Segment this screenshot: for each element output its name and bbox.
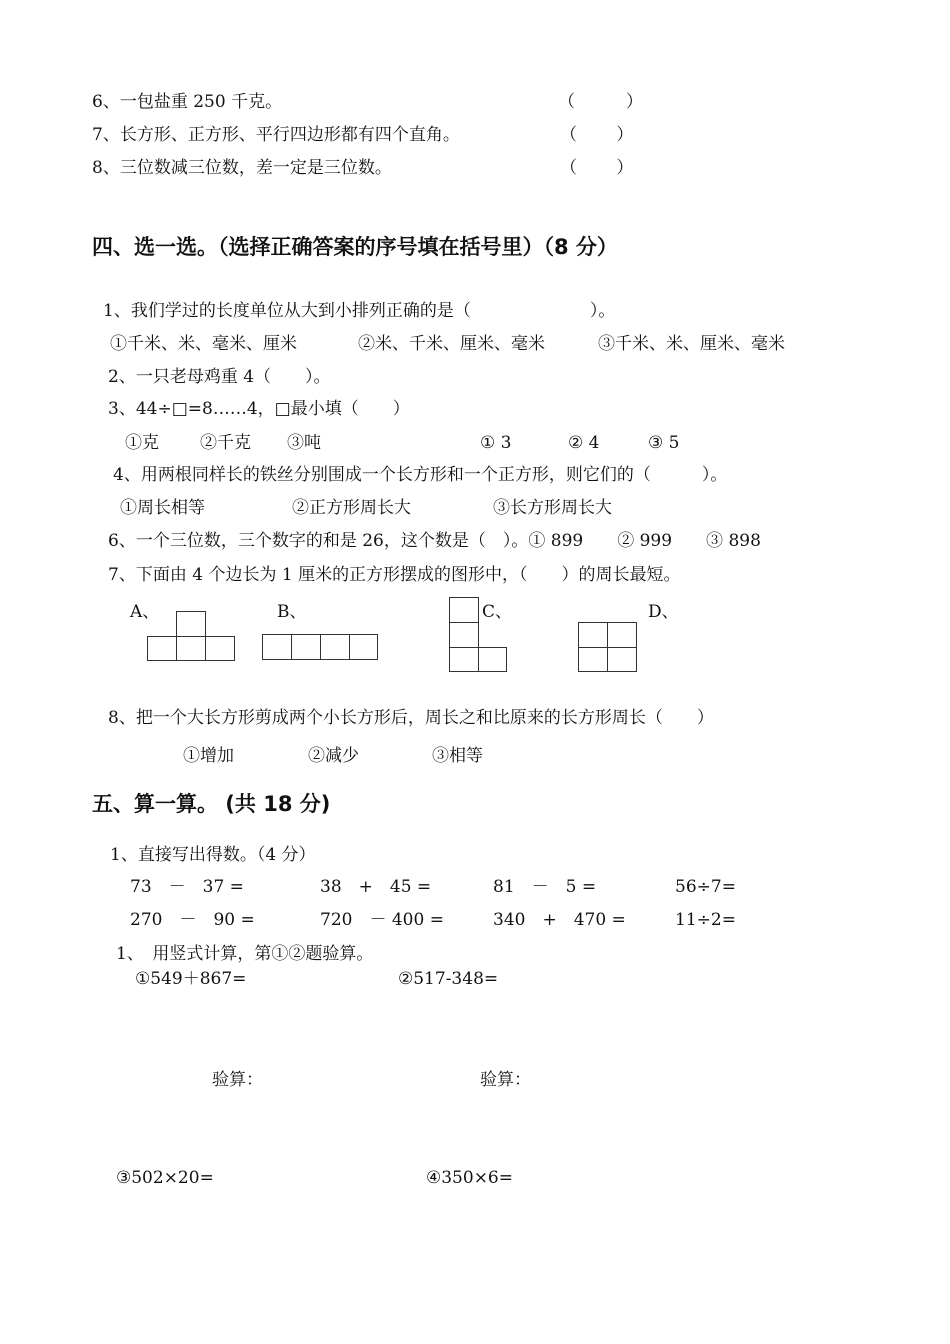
figure-a-cell [176, 611, 206, 637]
s4-q4-option-2: ②正方形周长大 [292, 498, 411, 518]
judge-q7-answer-paren[interactable]: （ ） [560, 125, 634, 145]
vertical-calc-1: ①549＋867= [135, 969, 247, 989]
calc-r2-c4: 11÷2= [675, 910, 736, 930]
s4-q4-option-1: ①周长相等 [120, 498, 205, 518]
judge-q6-text: 6、一包盐重 250 千克。 [92, 92, 283, 112]
s4-q2-option-3: ③吨 [287, 433, 321, 453]
figure-c-cell [478, 647, 507, 672]
figure-c-cell [449, 597, 479, 623]
s4-q1-text: 1、我们学过的长度单位从大到小排列正确的是（ ）。 [103, 301, 616, 321]
figure-c-cell [449, 622, 479, 648]
figure-d-cell [607, 647, 637, 672]
figure-d-cell [578, 622, 608, 648]
s4-q2-option-2: ②千克 [200, 433, 251, 453]
s4-q3-option-1: ① 3 [480, 433, 512, 453]
s4-q1-option-2: ②米、千米、厘米、毫米 [358, 334, 545, 354]
s4-q4-text: 4、用两根同样长的铁丝分别围成一个长方形和一个正方形，则它们的（ ）。 [113, 465, 728, 485]
figure-b-cell [349, 634, 378, 660]
figure-c-cell [449, 647, 479, 672]
s4-q3-option-2: ② 4 [568, 433, 600, 453]
section5-title: 五、算一算。 (共 18 分) [92, 792, 331, 816]
s5-sub2: 1、 用竖式计算，第①②题验算。 [116, 944, 374, 964]
check-label-1: 验算： [212, 1070, 263, 1090]
calc-r2-c3: 340 + 470 = [493, 910, 626, 930]
s4-q8-option-1: ①增加 [183, 746, 234, 766]
figure-b-cell [320, 634, 350, 660]
s4-q1-option-3: ③千米、米、厘米、毫米 [598, 334, 785, 354]
s4-q2-option-1: ①克 [125, 433, 159, 453]
calc-r1-c4: 56÷7= [675, 877, 736, 897]
s5-sub1: 1、直接写出得数。（4 分） [110, 845, 316, 865]
calc-r1-c3: 81 － 5 = [493, 877, 597, 897]
s4-q8-option-3: ③相等 [432, 746, 483, 766]
figure-d-cell [578, 647, 608, 672]
figure-b-cell [262, 634, 292, 660]
figure-b-cell [291, 634, 321, 660]
calc-r2-c1: 270 － 90 = [130, 910, 255, 930]
s4-q3-option-3: ③ 5 [648, 433, 680, 453]
figure-c-label: C、 [482, 602, 513, 622]
s4-q6-text: 6、一个三位数，三个数字的和是 26，这个数是（ ）。① 899 ② 999 ③ 898 [108, 531, 761, 551]
figure-a-cell [147, 636, 177, 661]
figure-d-label: D、 [648, 602, 679, 622]
s4-q2-text: 2、一只老母鸡重 4（ ）。 [108, 367, 331, 387]
calc-r1-c1: 73 － 37 = [130, 877, 244, 897]
calc-r2-c2: 720 － 400 = [320, 910, 444, 930]
section4-title: 四、选一选。（选择正确答案的序号填在括号里）（8 分） [92, 235, 618, 259]
s4-q7-text: 7、下面由 4 个边长为 1 厘米的正方形摆成的图形中，（ ）的周长最短。 [108, 565, 681, 585]
vertical-calc-4: ④350×6= [426, 1168, 513, 1188]
vertical-calc-2: ②517-348= [398, 969, 499, 989]
vertical-calc-3: ③502×20= [116, 1168, 214, 1188]
s4-q3-text: 3、44÷□=8……4，□最小填（ ） [108, 399, 410, 419]
figure-a-cell [205, 636, 235, 661]
figure-d-cell [607, 622, 637, 648]
judge-q7-text: 7、长方形、正方形、平行四边形都有四个直角。 [92, 125, 460, 145]
calc-r1-c2: 38 + 45 = [320, 877, 432, 897]
s4-q8-text: 8、把一个大长方形剪成两个小长方形后，周长之和比原来的长方形周长（ ） [108, 708, 714, 728]
figure-b-label: B、 [277, 602, 307, 622]
s4-q4-option-3: ③长方形周长大 [493, 498, 612, 518]
judge-q6-answer-paren[interactable]: （ ） [558, 92, 643, 112]
judge-q8-answer-paren[interactable]: （ ） [560, 158, 634, 178]
figure-a-label: A、 [130, 602, 160, 622]
figure-a-cell [176, 636, 206, 661]
s4-q8-option-2: ②减少 [308, 746, 359, 766]
check-label-2: 验算： [480, 1070, 531, 1090]
judge-q8-text: 8、三位数减三位数，差一定是三位数。 [92, 158, 392, 178]
s4-q1-option-1: ①千米、米、毫米、厘米 [110, 334, 297, 354]
